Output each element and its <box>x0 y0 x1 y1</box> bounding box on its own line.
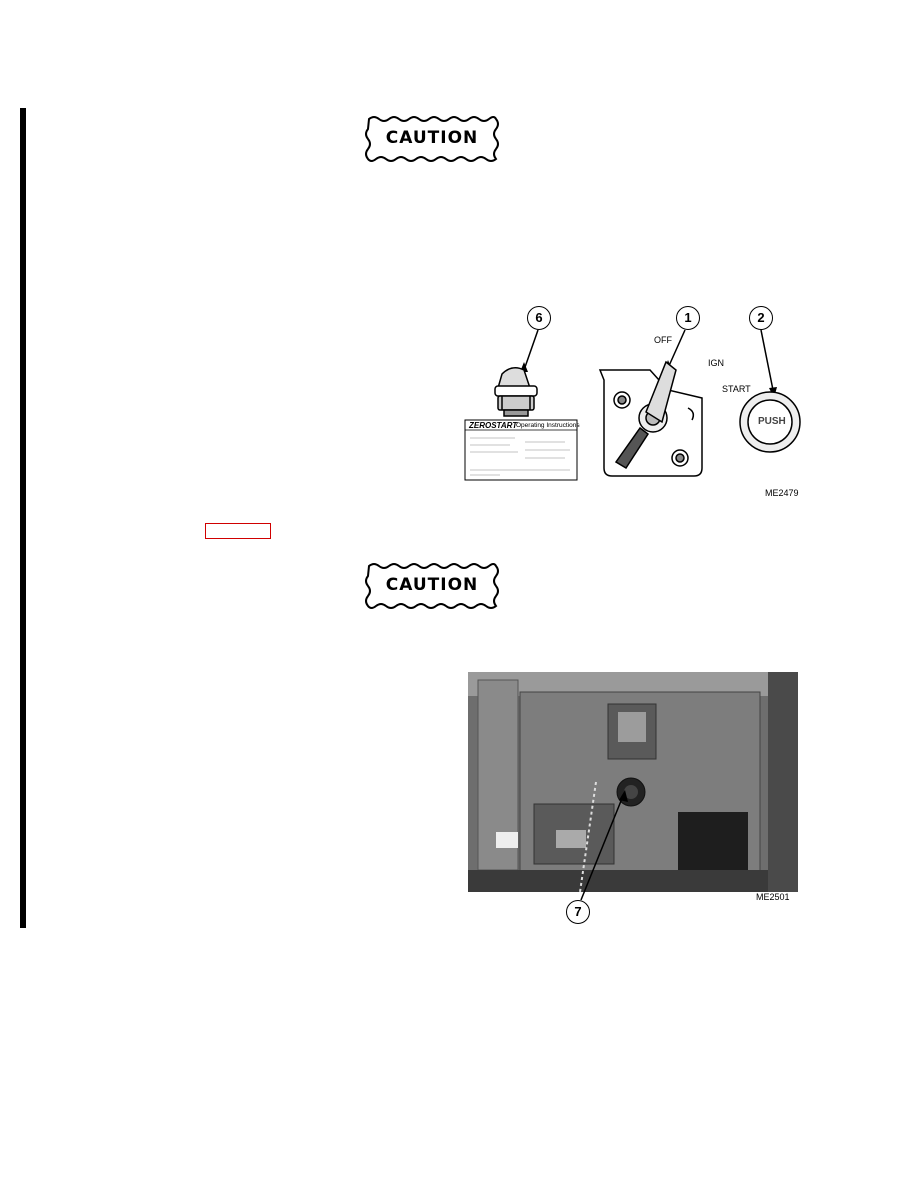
caution-label: CAUTION <box>385 575 479 595</box>
figure-controls-diagram <box>440 300 810 505</box>
callout-1: 1 <box>676 306 700 330</box>
callout-7: 7 <box>566 900 590 924</box>
push-button-label: PUSH <box>758 416 786 427</box>
placard-brand: ZEROSTART <box>469 421 518 430</box>
change-bar <box>20 108 26 928</box>
switch-start-label: START <box>722 384 751 394</box>
caution-label: CAUTION <box>385 128 479 148</box>
caution-banner <box>363 114 501 164</box>
callout-2: 2 <box>749 306 773 330</box>
figure-id: ME2501 <box>756 892 790 902</box>
switch-ign-label: IGN <box>708 358 725 368</box>
caution-banner <box>363 561 501 611</box>
callout-6: 6 <box>527 306 551 330</box>
figure-id: ME2479 <box>765 488 799 498</box>
ignition-switch <box>600 362 702 476</box>
switch-off-label: OFF <box>654 335 672 345</box>
reference-link-box[interactable] <box>205 523 271 539</box>
figure-photo <box>468 672 798 927</box>
photo-illustration <box>468 672 798 927</box>
controls-illustration <box>440 300 810 505</box>
placard-subtitle: Operating Instructions <box>516 422 580 429</box>
ether-valve <box>495 368 537 416</box>
